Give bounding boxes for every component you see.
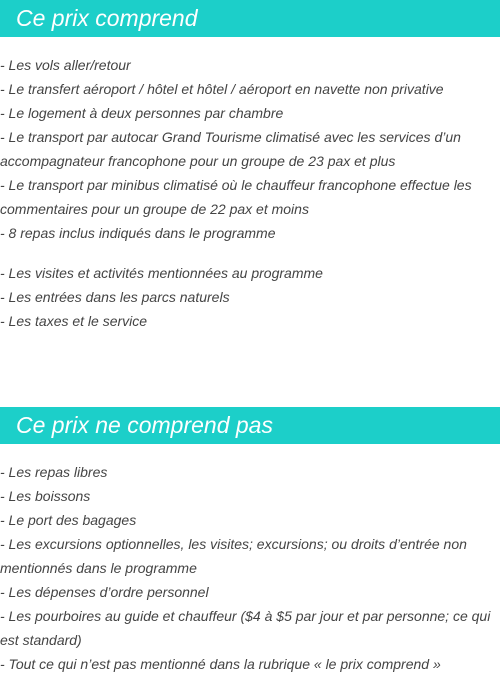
included-list — [0, 53, 500, 245]
list-item: - Les boissons — [0, 488, 91, 504]
included-list-extra — [0, 261, 500, 333]
excluded-title-text: Ce prix ne comprend pas — [16, 412, 273, 438]
included-title-text: Ce prix comprend — [16, 5, 198, 31]
list-item: - Les visites et activités mentionnées au programme — [0, 265, 323, 281]
list-item: - Les vols aller/retour — [0, 57, 131, 73]
list-item: - Le transport par autocar Grand Tourisme climatisé avec les services d’un accompagnateur francophone pour un groupe de 23 pax et plus — [0, 129, 461, 169]
list-item: - Les entrées dans les parcs naturels — [0, 289, 230, 305]
excluded-list — [0, 460, 500, 676]
list-item: - Les dépenses d’ordre personnel — [0, 584, 209, 600]
list-item: - Les excursions optionnelles, les visites; excursions; ou droits d’entrée non mentionnés dans le programme — [0, 536, 467, 576]
included-section-title — [0, 0, 500, 37]
list-item: - Les repas libres — [0, 464, 108, 480]
list-item: - Les taxes et le service — [0, 313, 148, 329]
list-item: - Les pourboires au guide et chauffeur ($4 à $5 par jour et par personne; ce qui est standard) — [0, 608, 491, 648]
list-item: - Le port des bagages — [0, 512, 137, 528]
list-item: - Tout ce qui n’est pas mentionné dans la rubrique « le prix comprend » — [0, 656, 441, 672]
list-item: - Le transport par minibus climatisé où le chauffeur francophone effectue les commentaires pour un groupe de 22 pax et moins — [0, 177, 472, 217]
list-item: - Le logement à deux personnes par chambre — [0, 105, 284, 121]
list-item: - Le transfert aéroport / hôtel et hôtel / aéroport en navette non privative — [0, 81, 444, 97]
excluded-section-title — [0, 407, 500, 444]
list-item: - 8 repas inclus indiqués dans le programme — [0, 225, 276, 241]
